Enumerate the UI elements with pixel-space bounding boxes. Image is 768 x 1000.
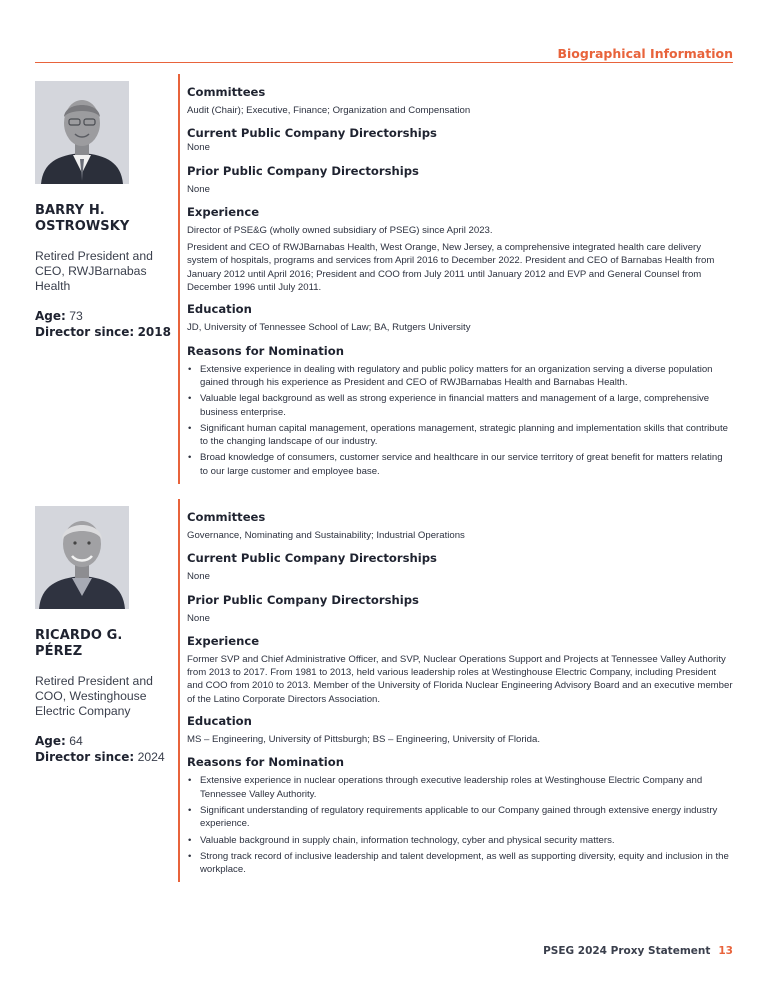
list-item: • Valuable legal background as well as strong experience in financial matters and management of a large, comprehensive business enterprise. [187, 392, 733, 419]
page-number: 13 [718, 945, 733, 957]
prior-directorships-heading: Prior Public Company Directorships [187, 163, 419, 178]
director-sidebar [35, 81, 173, 340]
current-directorships-heading: Current Public Company Directorships [187, 126, 437, 141]
age-value: 73 [69, 309, 83, 323]
director-name: BARRY H. OSTROWSKY [35, 203, 130, 234]
list-item: • Extensive experience in dealing with regulatory and public policy matters for an organization serving a diverse population gained through his experience as President and CEO of RWJBarnabas Health and Barnabas Health. [187, 363, 733, 390]
since-label: Director since: [35, 325, 135, 339]
list-item: • Broad knowledge of consumers, customer service and healthcare in our service territory of great benefit for matters relating to our large customer and employee base. [187, 451, 733, 478]
director-role: Retired President and CEO, RWJBarnabas Health [35, 249, 153, 293]
committees-heading: Committees [187, 85, 266, 99]
education-text: JD, University of Tennessee School of Law; BA, Rutgers University [187, 322, 471, 334]
list-item: • Valuable background in supply chain, information technology, cyber and physical security matters. [187, 834, 733, 847]
education-text: MS – Engineering, University of Pittsburgh; BS – Engineering, University of Florida. [187, 734, 541, 746]
director-photo [35, 506, 129, 609]
header-rule [35, 62, 733, 63]
age-value: 64 [69, 734, 83, 748]
director-name: RICARDO G. PÉREZ [35, 628, 123, 659]
education-heading: Education [187, 714, 252, 729]
reasons-heading: Reasons for Nomination [187, 755, 344, 770]
director-age [35, 733, 173, 749]
director-photo [35, 81, 129, 184]
prior-directorships-heading: Prior Public Company Directorships [187, 592, 419, 607]
director-since [35, 749, 173, 765]
reasons-list [187, 774, 733, 876]
bio-divider [178, 74, 180, 484]
director-sidebar [35, 506, 173, 765]
prior-directorships-text: None [187, 183, 210, 195]
current-directorships-text: None [187, 571, 210, 583]
experience-heading: Experience [187, 204, 260, 219]
director-age [35, 308, 173, 324]
director-details [187, 510, 733, 879]
since-label: Director since: [35, 750, 135, 764]
experience-heading: Experience [187, 633, 260, 648]
director-role: Retired President and COO, Westinghouse Electric Company [35, 674, 153, 718]
list-item: • Strong track record of inclusive leadership and talent development, as well as supporting diversity, equity and inclusion in the workplace. [187, 850, 733, 877]
list-item: • Significant understanding of regulatory requirements applicable to our Company gained through extensive energy industry experience. [187, 804, 733, 831]
experience-text: President and CEO of RWJBarnabas Health, West Orange, New Jersey, a comprehensive integrated health care delivery system of hospitals, programs and services from April 2016 to December 2022. President and CEO of Barnabas Health from January 2012 until April 2016; President and COO from July 2011 until January 2012 and EVP and General Counsel from December 1996 until July 2011. [187, 242, 715, 294]
since-value: 2024 [137, 750, 165, 764]
page-section-title: Biographical Information [557, 46, 733, 61]
committees-text: Governance, Nominating and Sustainability; Industrial Operations [187, 530, 465, 541]
age-label: Age: [35, 309, 66, 323]
reasons-heading: Reasons for Nomination [187, 343, 344, 358]
prior-directorships-text: None [187, 612, 210, 624]
current-directorships-text: None [187, 142, 210, 154]
age-label: Age: [35, 734, 66, 748]
list-item: • Significant human capital management, operations management, strategic planning and implementation skills that contribute to the changing landscape of our industry. [187, 422, 733, 449]
bio-divider [178, 499, 180, 882]
page-footer [543, 945, 733, 957]
committees-text: Audit (Chair); Executive, Finance; Organization and Compensation [187, 105, 471, 116]
since-value: 2018 [137, 325, 171, 339]
director-since [35, 324, 173, 340]
committees-heading: Committees [187, 510, 266, 524]
reasons-list [187, 363, 733, 478]
education-heading: Education [187, 302, 252, 317]
director-details [187, 85, 733, 481]
experience-text: Director of PSE&G (wholly owned subsidiary of PSEG) since April 2023. [187, 224, 493, 236]
current-directorships-heading: Current Public Company Directorships [187, 551, 437, 566]
list-item: • Extensive experience in nuclear operations through executive leadership roles at Westinghouse Electric Company and Tennessee Valley Authority. [187, 774, 733, 801]
footer-publication: PSEG 2024 Proxy Statement [543, 945, 711, 957]
experience-text: Former SVP and Chief Administrative Officer, and SVP, Nuclear Operations Support and Projects at Tennessee Valley Authority from 2013 to 2017. From 1981 to 2013, held various leadership roles at Westinghouse Electric Company, including President and COO from 2010 to 2013. Member of the University of Florida Nuclear Engineering Advisory Board and an executive member of the Latino Corporate Directors Association. [187, 653, 733, 705]
